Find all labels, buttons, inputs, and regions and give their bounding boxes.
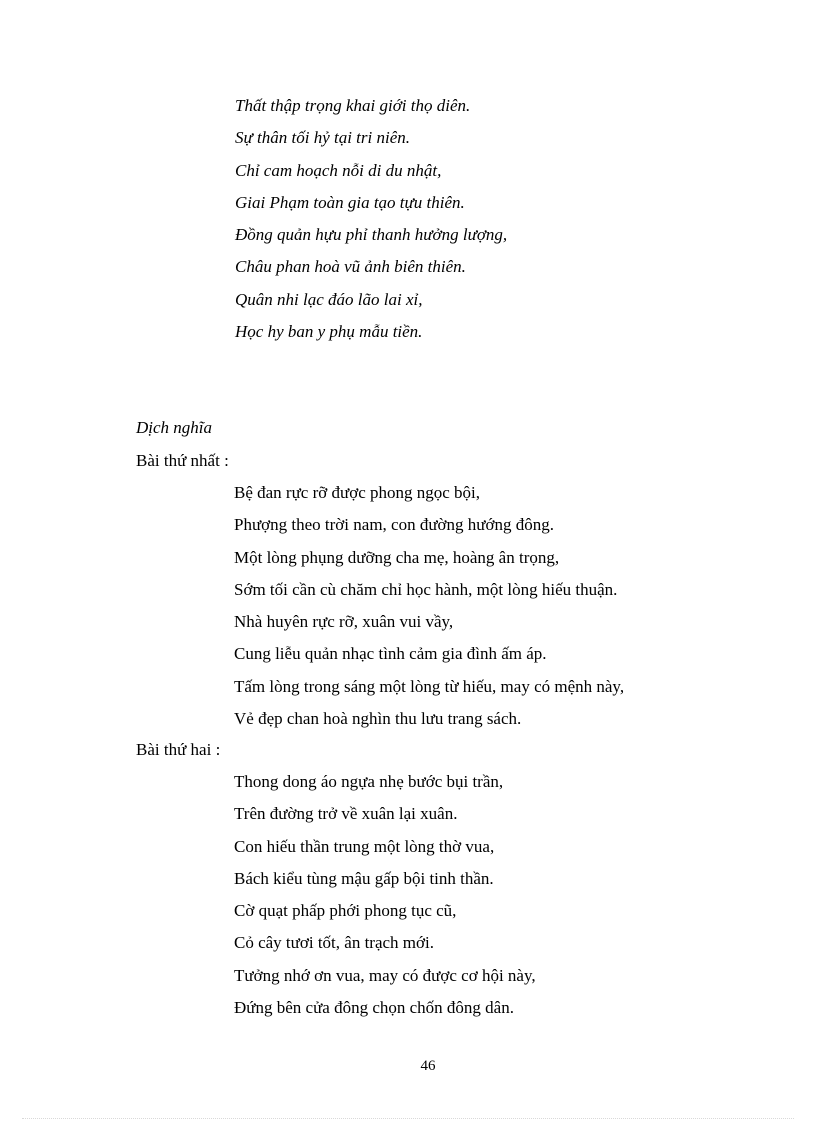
translation-line: Cung liễu quản nhạc tình cảm gia đình ấm áp.: [234, 644, 547, 664]
translation-line: Tấm lòng trong sáng một lòng từ hiếu, may có mệnh này,: [234, 676, 625, 696]
translation-line: Vẻ đẹp chan hoà nghìn thu lưu trang sách.: [234, 709, 522, 729]
original-poem: [235, 92, 755, 350]
translation-poem-two: [136, 736, 756, 1026]
poem-line: Giai Phạm toàn gia tạo tựu thiên.: [235, 192, 465, 212]
translation-heading: Dịch nghĩa: [136, 418, 213, 437]
translation-line: Thong dong áo ngựa nhẹ bước bụi trần,: [234, 772, 504, 791]
translation-line: Cỏ cây tươi tốt, ân trạch mới.: [234, 933, 434, 953]
poem-line: Sự thân tối hỷ tại tri niên.: [235, 128, 411, 148]
page-bottom-divider: [22, 1118, 794, 1119]
translation-poem-one: [136, 447, 756, 737]
poem-one-label: Bài thứ nhất :: [136, 451, 229, 470]
poem-line: Chỉ cam hoạch nỗi di du nhật,: [235, 160, 442, 180]
translation-line: Một lòng phụng dưỡng cha mẹ, hoàng ân trọng,: [234, 547, 560, 567]
poem-two-label: Bài thứ hai :: [136, 740, 221, 759]
translation-line: Sớm tối cần cù chăm chỉ học hành, một lòng hiếu thuận.: [234, 579, 618, 599]
poem-line: Quân nhi lạc đáo lão lai xỉ,: [235, 289, 423, 309]
translation-line: Nhà huyên rực rỡ, xuân vui vầy,: [234, 612, 454, 632]
translation-line: Bách kiểu tùng mậu gấp bội tinh thần.: [234, 868, 494, 888]
translation-line: Trên đường trở về xuân lại xuân.: [234, 804, 458, 824]
translation-line: Đứng bên cửa đông chọn chốn đông dân.: [234, 998, 514, 1018]
page-number: 46: [420, 1058, 436, 1074]
translation-line: Phượng theo trời nam, con đường hướng đông.: [234, 515, 554, 535]
translation-line: Con hiếu thần trung một lòng thờ vua,: [234, 836, 495, 856]
poem-line: Học hy ban y phụ mẫu tiền.: [235, 322, 423, 342]
poem-line: Châu phan hoà vũ ảnh biên thiên.: [235, 257, 466, 277]
translation-line: Cờ quạt phấp phới phong tục cũ,: [234, 901, 457, 921]
translation-line: Tưởng nhớ ơn vua, may có được cơ hội này,: [234, 965, 536, 985]
translation-line: Bệ đan rực rỡ được phong ngọc bội,: [234, 483, 481, 502]
poem-line: Thất thập trọng khai giới thọ diên.: [235, 96, 471, 115]
poem-line: Đồng quản hựu phỉ thanh hưởng lượng,: [235, 225, 508, 245]
